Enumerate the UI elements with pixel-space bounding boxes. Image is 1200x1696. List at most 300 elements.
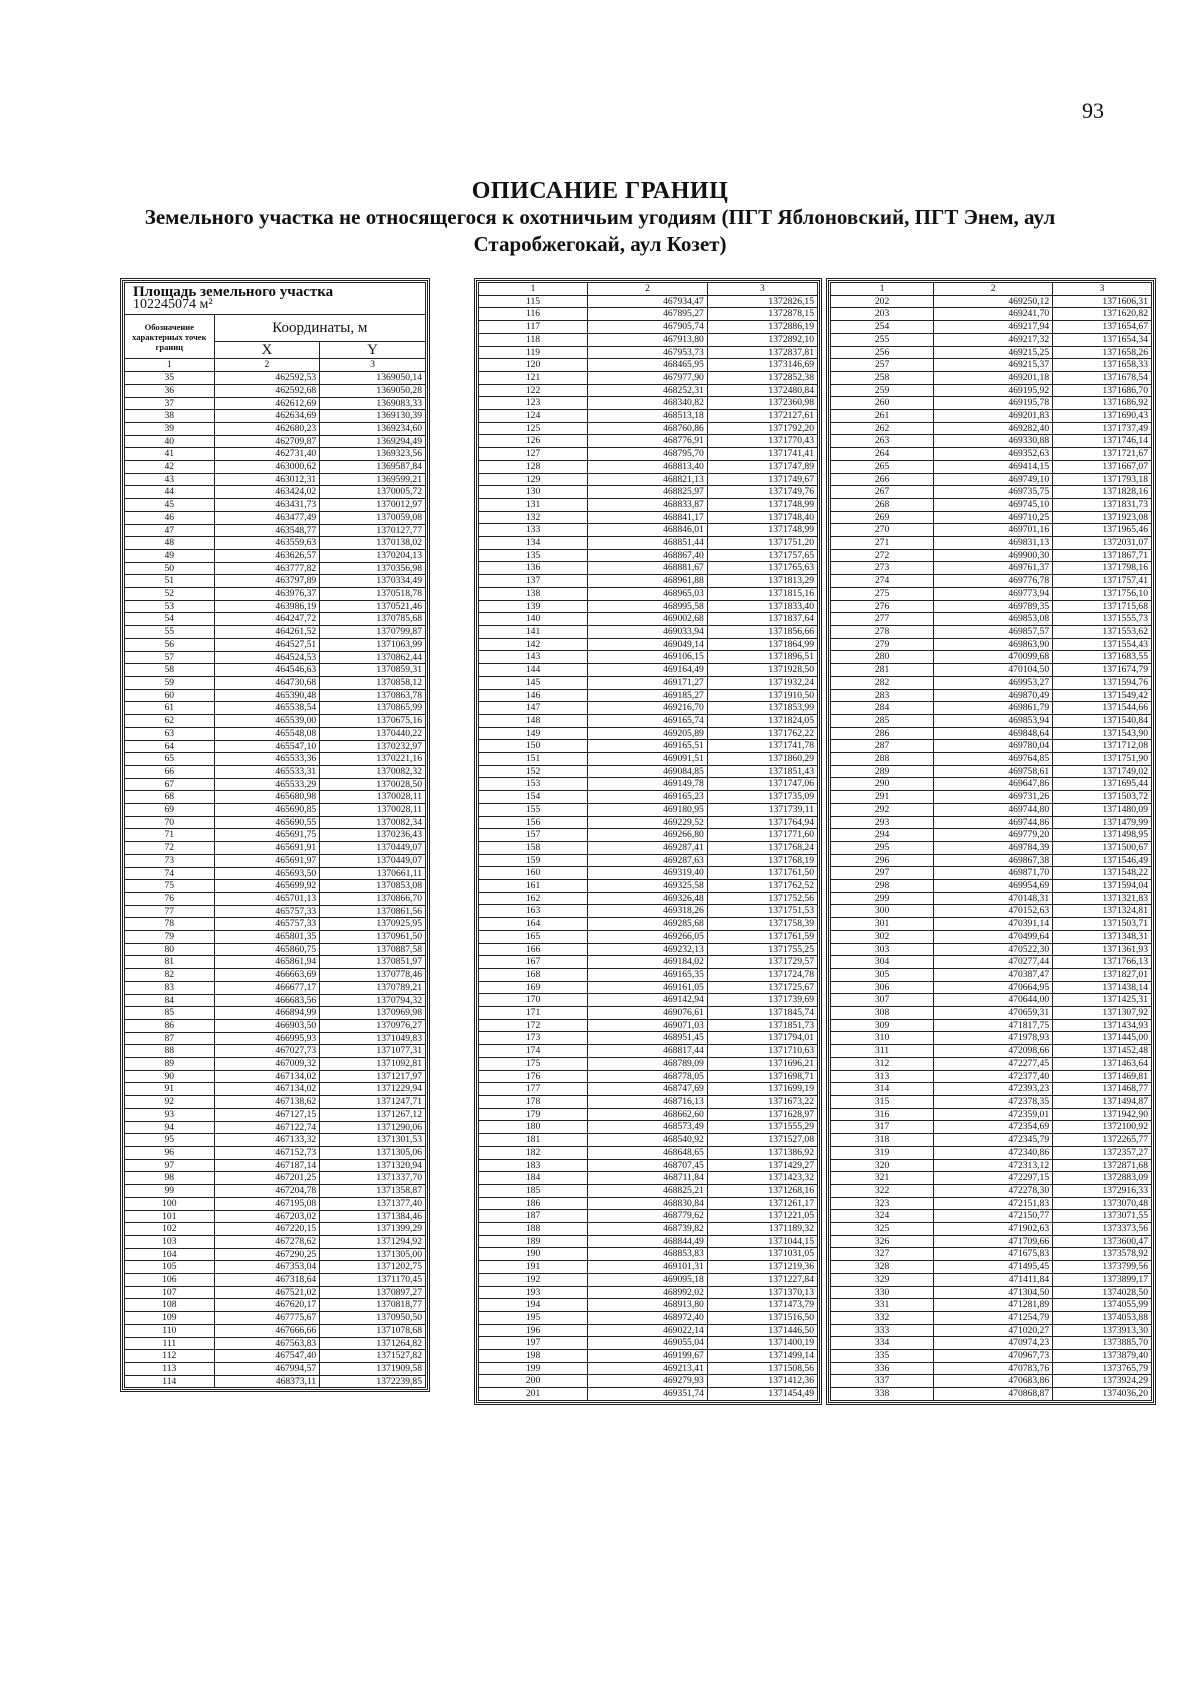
y-coordinate: 1374028,50	[1053, 1286, 1152, 1299]
y-coordinate: 1371412,36	[707, 1375, 817, 1388]
y-coordinate: 1371658,26	[1053, 346, 1152, 359]
point-number: 67	[125, 778, 215, 791]
x-coordinate: 469076,61	[588, 1007, 708, 1020]
table-row	[831, 1337, 1152, 1350]
point-number: 162	[479, 892, 588, 905]
table-row	[479, 803, 818, 816]
table-row	[831, 600, 1152, 613]
point-number: 273	[831, 562, 934, 575]
y-coordinate: 1371267,12	[320, 1108, 426, 1121]
y-coordinate: 1371749,02	[1053, 765, 1152, 778]
document-title: ОПИСАНИЕ ГРАНИЦ	[471, 178, 729, 204]
point-number: 46	[125, 511, 215, 524]
table-row	[125, 715, 426, 728]
table-row	[831, 1096, 1152, 1109]
table-row	[479, 613, 818, 626]
y-coordinate: 1370863,78	[320, 689, 426, 702]
x-coordinate: 467201,25	[214, 1172, 320, 1185]
y-coordinate: 1371747,06	[707, 778, 817, 791]
point-number: 155	[479, 803, 588, 816]
x-coordinate: 472297,15	[934, 1172, 1053, 1185]
y-coordinate: 1371851,43	[707, 765, 817, 778]
table-row	[479, 1083, 818, 1096]
point-number: 297	[831, 867, 934, 880]
table-row	[831, 676, 1152, 689]
table-row	[479, 1146, 818, 1159]
x-coordinate: 469205,89	[588, 727, 708, 740]
table-row	[479, 1197, 818, 1210]
point-number: 88	[125, 1045, 215, 1058]
x-coordinate: 469744,80	[934, 803, 1053, 816]
x-coordinate: 469084,85	[588, 765, 708, 778]
x-coordinate: 464524,53	[214, 651, 320, 664]
x-coordinate: 469049,14	[588, 638, 708, 651]
table-row	[831, 841, 1152, 854]
table-row	[831, 816, 1152, 829]
table-row	[479, 714, 818, 727]
x-coordinate: 465801,35	[214, 931, 320, 944]
point-number: 198	[479, 1350, 588, 1363]
y-coordinate: 1371690,43	[1053, 410, 1152, 423]
y-coordinate: 1371856,66	[707, 625, 817, 638]
table-row	[479, 1248, 818, 1261]
table-row	[479, 1350, 818, 1363]
table-row	[479, 1388, 818, 1401]
y-coordinate: 1370028,50	[320, 778, 426, 791]
x-coordinate: 469352,63	[934, 448, 1053, 461]
table-row	[831, 740, 1152, 753]
table-row	[479, 460, 818, 473]
point-number: 81	[125, 956, 215, 969]
table-row	[125, 562, 426, 575]
point-number: 117	[479, 321, 588, 334]
point-number: 83	[125, 981, 215, 994]
y-coordinate: 1371770,43	[707, 435, 817, 448]
x-coordinate: 472345,79	[934, 1134, 1053, 1147]
point-number: 150	[479, 740, 588, 753]
point-number: 180	[479, 1121, 588, 1134]
point-number: 305	[831, 968, 934, 981]
column-number: 1	[125, 359, 215, 372]
point-number: 321	[831, 1172, 934, 1185]
y-coordinate: 1371724,78	[707, 968, 817, 981]
point-number: 172	[479, 1019, 588, 1032]
table-row	[479, 1299, 818, 1312]
table-row	[831, 1273, 1152, 1286]
table-row	[479, 1261, 818, 1274]
y-coordinate: 1371667,07	[1053, 460, 1152, 473]
y-coordinate: 1370851,97	[320, 956, 426, 969]
table-row	[831, 333, 1152, 346]
table-row	[125, 676, 426, 689]
y-coordinate: 1371833,40	[707, 600, 817, 613]
table-row	[125, 473, 426, 486]
table-row	[125, 397, 426, 410]
y-coordinate: 1371739,11	[707, 803, 817, 816]
table-row	[831, 1299, 1152, 1312]
point-number: 336	[831, 1362, 934, 1375]
point-number: 306	[831, 981, 934, 994]
table-row	[831, 410, 1152, 423]
y-coordinate: 1371942,90	[1053, 1108, 1152, 1121]
x-coordinate: 467953,73	[588, 346, 708, 359]
x-coordinate: 469266,80	[588, 829, 708, 842]
x-coordinate: 462592,53	[214, 372, 320, 385]
y-coordinate: 1372100,92	[1053, 1121, 1152, 1134]
x-coordinate: 468951,45	[588, 1032, 708, 1045]
table-row	[479, 816, 818, 829]
point-number: 122	[479, 384, 588, 397]
x-coordinate: 468833,87	[588, 498, 708, 511]
x-coordinate: 465690,85	[214, 804, 320, 817]
table-row	[125, 702, 426, 715]
point-number: 164	[479, 918, 588, 931]
y-coordinate: 1371761,59	[707, 930, 817, 943]
table-row	[831, 1311, 1152, 1324]
x-coordinate: 469761,37	[934, 562, 1053, 575]
point-number: 43	[125, 473, 215, 486]
column-number: 3	[1053, 283, 1152, 296]
table-row	[831, 714, 1152, 727]
x-coordinate: 468776,91	[588, 435, 708, 448]
point-number: 272	[831, 549, 934, 562]
point-number: 126	[479, 435, 588, 448]
table-row	[831, 1108, 1152, 1121]
y-coordinate: 1370961,50	[320, 931, 426, 944]
point-number: 320	[831, 1159, 934, 1172]
table-row	[125, 791, 426, 804]
y-coordinate: 1373600,47	[1053, 1235, 1152, 1248]
table-row	[831, 981, 1152, 994]
x-coordinate: 463477,49	[214, 511, 320, 524]
x-coordinate: 468853,83	[588, 1248, 708, 1261]
table-row	[125, 931, 426, 944]
table-row	[479, 981, 818, 994]
x-coordinate: 468961,88	[588, 575, 708, 588]
x-coordinate: 469199,67	[588, 1350, 708, 1363]
table-row	[479, 498, 818, 511]
y-coordinate: 1371853,99	[707, 702, 817, 715]
x-coordinate: 465757,33	[214, 918, 320, 931]
table-row	[479, 435, 818, 448]
x-coordinate: 472313,12	[934, 1159, 1053, 1172]
point-number: 137	[479, 575, 588, 588]
point-number: 110	[125, 1324, 215, 1337]
y-coordinate: 1371337,70	[320, 1172, 426, 1185]
y-coordinate: 1371751,20	[707, 537, 817, 550]
point-number: 329	[831, 1273, 934, 1286]
table-row	[125, 549, 426, 562]
y-coordinate: 1371845,74	[707, 1007, 817, 1020]
y-coordinate: 1373799,56	[1053, 1261, 1152, 1274]
point-number: 103	[125, 1235, 215, 1248]
x-coordinate: 467122,74	[214, 1121, 320, 1134]
y-coordinate: 1371290,06	[320, 1121, 426, 1134]
x-coordinate: 467009,32	[214, 1058, 320, 1071]
table-row	[479, 1045, 818, 1058]
y-coordinate: 1371261,17	[707, 1197, 817, 1210]
x-coordinate: 466683,56	[214, 994, 320, 1007]
x-coordinate: 468821,13	[588, 473, 708, 486]
column-number: 2	[588, 283, 708, 296]
point-number: 325	[831, 1223, 934, 1236]
table-row	[479, 321, 818, 334]
table-row	[479, 1184, 818, 1197]
table-row	[831, 765, 1152, 778]
point-number: 136	[479, 562, 588, 575]
x-coordinate: 463797,89	[214, 575, 320, 588]
x-coordinate: 472277,45	[934, 1057, 1053, 1070]
table-row	[479, 448, 818, 461]
y-coordinate: 1371620,82	[1053, 308, 1152, 321]
point-number: 191	[479, 1261, 588, 1274]
y-coordinate: 1371729,57	[707, 956, 817, 969]
table-row	[479, 778, 818, 791]
column-number: 3	[320, 359, 426, 372]
x-coordinate: 465533,31	[214, 765, 320, 778]
table-row	[479, 524, 818, 537]
point-number: 58	[125, 664, 215, 677]
x-coordinate: 468851,44	[588, 537, 708, 550]
y-coordinate: 1371268,16	[707, 1184, 817, 1197]
table-row	[125, 854, 426, 867]
y-coordinate: 1371658,33	[1053, 359, 1152, 372]
x-coordinate: 467290,25	[214, 1248, 320, 1261]
x-coordinate: 468825,21	[588, 1184, 708, 1197]
y-coordinate: 1372480,84	[707, 384, 817, 397]
x-coordinate: 469282,40	[934, 422, 1053, 435]
y-coordinate: 1373885,70	[1053, 1337, 1152, 1350]
point-number: 45	[125, 499, 215, 512]
x-coordinate: 467203,02	[214, 1210, 320, 1223]
x-coordinate: 467521,02	[214, 1286, 320, 1299]
x-coordinate: 470644,00	[934, 994, 1053, 1007]
x-coordinate: 470148,31	[934, 892, 1053, 905]
point-number: 277	[831, 613, 934, 626]
x-coordinate: 463000,62	[214, 461, 320, 474]
y-coordinate: 1372826,15	[707, 295, 817, 308]
x-coordinate: 468340,82	[588, 397, 708, 410]
x-coordinate: 469745,10	[934, 498, 1053, 511]
x-coordinate: 467195,08	[214, 1197, 320, 1210]
y-coordinate: 1370028,11	[320, 791, 426, 804]
table-row	[479, 1362, 818, 1375]
y-coordinate: 1371683,55	[1053, 651, 1152, 664]
y-coordinate: 1371092,81	[320, 1058, 426, 1071]
table-row	[831, 956, 1152, 969]
table-row	[479, 1108, 818, 1121]
point-number: 84	[125, 994, 215, 1007]
y-coordinate: 1371757,41	[1053, 575, 1152, 588]
point-number: 300	[831, 905, 934, 918]
x-coordinate: 465390,48	[214, 689, 320, 702]
x-coordinate: 468540,92	[588, 1134, 708, 1147]
x-coordinate: 463976,37	[214, 588, 320, 601]
table-row	[125, 1286, 426, 1299]
table-row	[125, 1032, 426, 1045]
y-coordinate: 1371746,14	[1053, 435, 1152, 448]
x-coordinate: 469784,39	[934, 841, 1053, 854]
table-row	[125, 740, 426, 753]
table-row	[125, 1045, 426, 1058]
x-coordinate: 469184,02	[588, 956, 708, 969]
point-number: 85	[125, 1007, 215, 1020]
point-number: 74	[125, 867, 215, 880]
table-row	[479, 1096, 818, 1109]
y-coordinate: 1371674,79	[1053, 664, 1152, 677]
y-coordinate: 1371555,73	[1053, 613, 1152, 626]
table-row	[831, 549, 1152, 562]
table-row	[831, 1121, 1152, 1134]
x-coordinate: 470104,50	[934, 664, 1053, 677]
table-row	[125, 804, 426, 817]
table-row	[125, 1134, 426, 1147]
point-number: 55	[125, 626, 215, 639]
point-number: 291	[831, 791, 934, 804]
y-coordinate: 1371386,92	[707, 1146, 817, 1159]
x-coordinate: 467204,78	[214, 1185, 320, 1198]
x-coordinate: 467775,67	[214, 1312, 320, 1325]
point-number: 190	[479, 1248, 588, 1261]
point-number: 151	[479, 753, 588, 766]
y-coordinate: 1371044,15	[707, 1235, 817, 1248]
point-number: 281	[831, 664, 934, 677]
y-coordinate: 1370976,27	[320, 1019, 426, 1032]
x-coordinate: 469229,52	[588, 816, 708, 829]
x-coordinate: 469758,61	[934, 765, 1053, 778]
y-coordinate: 1371715,68	[1053, 600, 1152, 613]
y-coordinate: 1371227,84	[707, 1273, 817, 1286]
x-coordinate: 469165,74	[588, 714, 708, 727]
x-coordinate: 471709,66	[934, 1235, 1053, 1248]
table-row	[125, 537, 426, 550]
point-number: 197	[479, 1337, 588, 1350]
x-coordinate: 466903,50	[214, 1019, 320, 1032]
x-coordinate: 469185,27	[588, 689, 708, 702]
y-coordinate: 1371508,56	[707, 1362, 817, 1375]
table-row	[831, 638, 1152, 651]
x-coordinate: 469195,92	[934, 384, 1053, 397]
x-coordinate: 472354,69	[934, 1121, 1053, 1134]
point-number: 274	[831, 575, 934, 588]
x-coordinate: 467127,15	[214, 1108, 320, 1121]
y-coordinate: 1373913,30	[1053, 1324, 1152, 1337]
x-coordinate: 468648,65	[588, 1146, 708, 1159]
table-row	[831, 346, 1152, 359]
table-row	[479, 1172, 818, 1185]
x-coordinate: 472377,40	[934, 1070, 1053, 1083]
column-number: 2	[214, 359, 320, 372]
x-coordinate: 469779,20	[934, 829, 1053, 842]
point-number: 102	[125, 1223, 215, 1236]
point-number: 308	[831, 1007, 934, 1020]
y-coordinate: 1371527,82	[320, 1350, 426, 1363]
x-coordinate: 469215,37	[934, 359, 1053, 372]
point-number: 201	[479, 1388, 588, 1401]
y-coordinate: 1371399,29	[320, 1223, 426, 1236]
point-number: 318	[831, 1134, 934, 1147]
point-number: 265	[831, 460, 934, 473]
table-row	[479, 1007, 818, 1020]
table-row	[479, 1032, 818, 1045]
x-coordinate: 465757,33	[214, 905, 320, 918]
y-coordinate: 1371654,34	[1053, 333, 1152, 346]
y-coordinate: 1371747,89	[707, 460, 817, 473]
table-row	[831, 308, 1152, 321]
x-coordinate: 462634,69	[214, 410, 320, 423]
column-number-row	[831, 283, 1152, 296]
y-coordinate: 1371725,67	[707, 981, 817, 994]
y-coordinate: 1370925,95	[320, 918, 426, 931]
y-coordinate: 1371384,46	[320, 1210, 426, 1223]
point-number: 35	[125, 372, 215, 385]
point-number: 142	[479, 638, 588, 651]
point-number: 105	[125, 1261, 215, 1274]
table-row	[125, 969, 426, 982]
table-row	[125, 1019, 426, 1032]
x-coordinate: 468779,62	[588, 1210, 708, 1223]
x-coordinate: 472098,66	[934, 1045, 1053, 1058]
table-row	[125, 1299, 426, 1312]
table-row	[479, 1375, 818, 1388]
y-coordinate: 1371078,68	[320, 1324, 426, 1337]
header-row	[125, 315, 426, 342]
table-row	[125, 448, 426, 461]
table-row	[831, 1375, 1152, 1388]
y-coordinate: 1370853,08	[320, 880, 426, 893]
x-coordinate: 468846,01	[588, 524, 708, 537]
y-coordinate: 1371824,05	[707, 714, 817, 727]
point-number: 189	[479, 1235, 588, 1248]
y-coordinate: 1371463,64	[1053, 1057, 1152, 1070]
x-coordinate: 467138,62	[214, 1096, 320, 1109]
x-coordinate: 469216,70	[588, 702, 708, 715]
x-coordinate: 468465,95	[588, 359, 708, 372]
x-coordinate: 468760,86	[588, 422, 708, 435]
x-coordinate: 469250,12	[934, 295, 1053, 308]
table-row	[831, 397, 1152, 410]
point-number: 82	[125, 969, 215, 982]
y-coordinate: 1371695,44	[1053, 778, 1152, 791]
table-row	[125, 638, 426, 651]
point-number: 125	[479, 422, 588, 435]
y-coordinate: 1370518,78	[320, 588, 426, 601]
point-number: 160	[479, 867, 588, 880]
point-number: 290	[831, 778, 934, 791]
point-number: 314	[831, 1083, 934, 1096]
x-coordinate: 469731,26	[934, 791, 1053, 804]
point-number: 171	[479, 1007, 588, 1020]
table-row	[125, 956, 426, 969]
x-coordinate: 472359,01	[934, 1108, 1053, 1121]
point-number: 75	[125, 880, 215, 893]
point-number: 319	[831, 1146, 934, 1159]
table-row	[831, 1261, 1152, 1274]
x-coordinate: 469853,94	[934, 714, 1053, 727]
y-coordinate: 1370866,70	[320, 892, 426, 905]
y-coordinate: 1370127,77	[320, 524, 426, 537]
table-row	[125, 994, 426, 1007]
x-coordinate: 469647,86	[934, 778, 1053, 791]
x-coordinate: 468373,11	[214, 1375, 320, 1388]
x-coordinate: 462680,23	[214, 422, 320, 435]
point-number: 170	[479, 994, 588, 1007]
table-row	[479, 1159, 818, 1172]
table-row	[479, 1223, 818, 1236]
point-number: 42	[125, 461, 215, 474]
x-axis-header: X	[214, 342, 320, 359]
table-row	[831, 537, 1152, 550]
